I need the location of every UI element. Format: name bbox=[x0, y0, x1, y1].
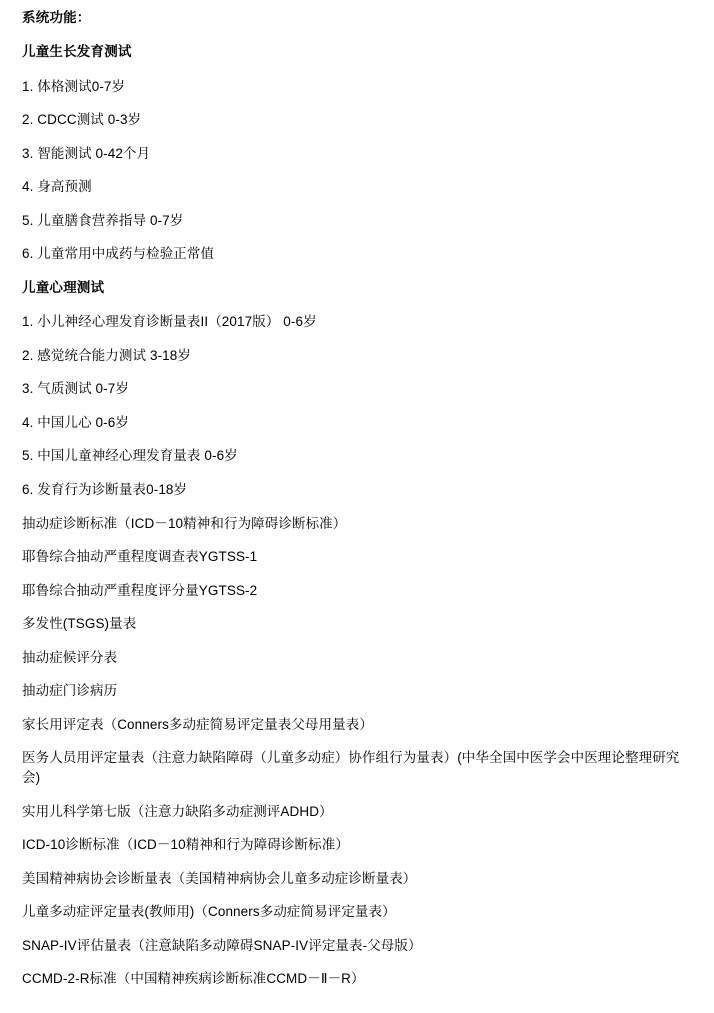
list-item: 抽动症候评分表 bbox=[22, 649, 118, 665]
section-psychological-test bbox=[22, 278, 696, 989]
list-item: 抽动症诊断标准（ICD－10精神和行为障碍诊断标准） bbox=[22, 515, 347, 531]
section-growth-development bbox=[22, 42, 696, 264]
list-item: 2. CDCC测试 0-3岁 bbox=[22, 112, 142, 128]
list-item: 美国精神病协会诊断量表（美国精神病协会儿童多动症诊断量表） bbox=[22, 870, 417, 886]
list-item: 1. 小儿神经心理发育诊断量表II（2017版） 0-6岁 bbox=[22, 314, 317, 330]
list-item: 儿童多动症评定量表(教师用)（Conners多动症简易评定量表） bbox=[22, 904, 396, 920]
list-item: 6. 儿童常用中成药与检验正常值 bbox=[22, 246, 215, 262]
page-title: 系统功能： bbox=[22, 10, 91, 25]
list-item: 耶鲁综合抽动严重程度调查表YGTSS-1 bbox=[22, 549, 258, 565]
list-item: 抽动症门诊病历 bbox=[22, 683, 118, 699]
list-item: 4. 中国儿心 0-6岁 bbox=[22, 414, 129, 430]
list-item: 3. 智能测试 0-42个月 bbox=[22, 145, 151, 161]
list-item: 耶鲁综合抽动严重程度评分量YGTSS-2 bbox=[22, 582, 258, 598]
list-item: 实用儿科学第七版（注意力缺陷多动症测评ADHD） bbox=[22, 803, 333, 819]
list-item: CCMD-2-R标准（中国精神疾病诊断标准CCMD－Ⅱ－R） bbox=[22, 971, 365, 987]
list-item: 1. 体格测试0-7岁 bbox=[22, 78, 126, 94]
list-item: 3. 气质测试 0-7岁 bbox=[22, 381, 129, 397]
list-item: 2. 感觉统合能力测试 3-18岁 bbox=[22, 347, 191, 363]
list-item: SNAP-IV评估量表（注意缺陷多动障碍SNAP-IV评定量表-父母版） bbox=[22, 937, 422, 953]
list-item: 6. 发育行为诊断量表0-18岁 bbox=[22, 481, 188, 497]
list-item: 5. 中国儿童神经心理发育量表 0-6岁 bbox=[22, 448, 238, 464]
list-item: 家长用评定表（Conners多动症简易评定量表父母用量表） bbox=[22, 716, 373, 732]
section-title: 儿童心理测试 bbox=[22, 279, 105, 295]
list-item: 4. 身高预测 bbox=[22, 179, 92, 195]
list-item: 多发性(TSGS)量表 bbox=[22, 616, 137, 632]
list-item: ICD-10诊断标准（ICD－10精神和行为障碍诊断标准） bbox=[22, 837, 349, 853]
list-item: 医务人员用评定量表（注意力缺陷障碍（儿童多动症）协作组行为量表）(中华全国中医学会中医理论整理研究会) bbox=[22, 750, 680, 785]
list-item: 5. 儿童膳食营养指导 0-7岁 bbox=[22, 212, 184, 228]
section-title: 儿童生长发育测试 bbox=[22, 44, 132, 60]
